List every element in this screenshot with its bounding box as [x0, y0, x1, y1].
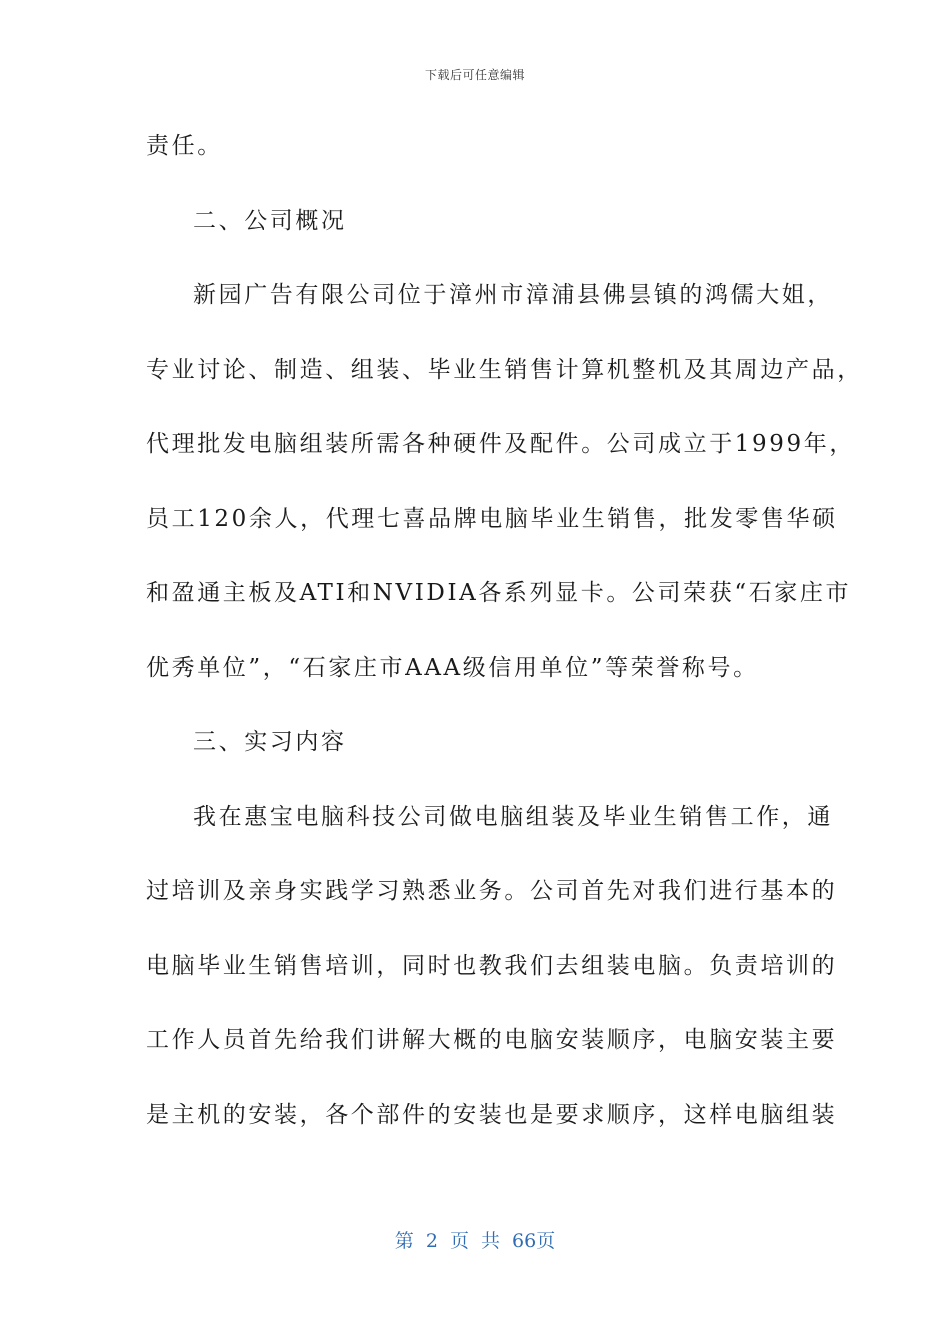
text-line: 我在惠宝电脑科技公司做电脑组装及毕业生销售工作，通: [193, 803, 833, 830]
text-line: 是主机的安装，各个部件的安装也是要求顺序，这样电脑组装: [146, 1101, 838, 1128]
text-line: 代理批发电脑组装所需各种硬件及配件。公司成立于1999年，: [146, 431, 855, 457]
page-footer: 第 2 页 共 66页: [394, 1230, 556, 1252]
document-body: [146, 116, 863, 1159]
text-line: 二、公司概况: [193, 207, 347, 234]
page-header: 下载后可任意编辑: [424, 68, 525, 82]
text-line: 专业讨论、制造、组装、毕业生销售计算机整机及其周边产品，: [146, 356, 863, 383]
text-line: 责任。: [146, 133, 223, 159]
text-line: 三、实习内容: [193, 729, 347, 755]
text-line: 优秀单位”，“石家庄市AAA级信用单位”等荣誉称号。: [146, 654, 759, 681]
text-line: 和盈通主板及ATI和NVIDIA各系列显卡。公司荣获“石家庄市: [146, 580, 852, 606]
text-line: 员工120余人，代理七喜品牌电脑毕业生销售，批发零售华硕: [146, 505, 838, 532]
text-line: 工作人员首先给我们讲解大概的电脑安装顺序，电脑安装主要: [146, 1027, 838, 1053]
text-line: 新园广告有限公司位于漳州市漳浦县佛昙镇的鸿儒大姐，: [193, 282, 833, 308]
text-line: 过培训及亲身实践学习熟悉业务。公司首先对我们进行基本的: [146, 878, 838, 904]
text-line: 电脑毕业生销售培训，同时也教我们去组装电脑。负责培训的: [146, 952, 838, 979]
